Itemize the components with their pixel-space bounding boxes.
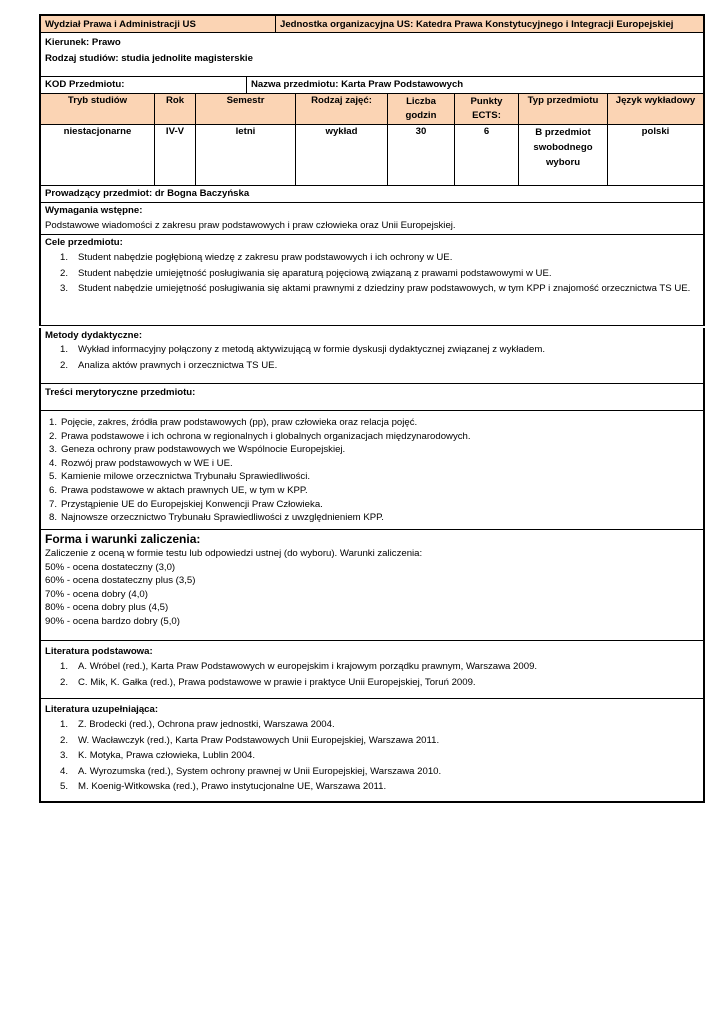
methods-section [39,328,705,384]
list-item: 2. Analiza aktów prawnych i orzecznictwa TS UE. [59,359,278,371]
table-value-row [39,125,705,186]
value-subject-type: B przedmiot swobodnego wyboru [519,125,608,185]
list-item: 1. A. Wróbel (red.), Karta Praw Podstawowych w europejskim i krajowym porządku prawnym, Warszawa 2009. [59,661,538,672]
list-item: 2. W. Wacławczyk (red.), Karta Praw Podstawowych Unii Europejskiej, Warszawa 2011. [59,734,440,746]
list-item: 1. Z. Brodecki (red.), Ochrona praw jednostki, Warszawa 2004. [59,719,335,730]
value-semester: letni [196,125,296,185]
col-header-year: Rok [155,94,196,124]
list-item: 5. M. Koenig-Witkowska (red.), Prawo instytucjonalne UE, Warszawa 2011. [59,781,387,792]
lecturer-text: Prowadzący przedmiot: dr Bogna Baczyńska [45,188,250,199]
program-section [39,33,705,77]
requirements-text: Podstawowe wiadomości z zakresu praw podstawowych i praw człowieka oraz Unii Europejskiej. [45,220,456,231]
list-item: 1. Pojęcie, zakres, źródła praw podstawowych (pp), praw człowieka oraz relacja pojęć. [48,417,418,428]
grading-title: Forma i warunki zaliczenia: [45,532,201,546]
literature-basic-section [39,641,705,699]
list-item: 3. K. Motyka, Prawa człowieka, Lublin 2004. [59,750,256,761]
goals-section [39,235,705,326]
grading-line: 80% - ocena dobry plus (4,5) [45,602,169,614]
course-name-label: Nazwa przedmiotu: Karta Praw Podstawowych [251,79,464,90]
col-header-language: Język wykładowy [615,95,696,106]
value-mode: niestacjonarne [41,125,155,185]
value-ects: 6 [455,125,519,185]
study-type-text: Rodzaj studiów: studia jednolite magisterskie [45,53,253,64]
list-item: 1. Student nabędzie pogłębioną wiedzę z zakresu praw podstawowych i ich ochrony w UE. [59,252,453,263]
requirements-title: Wymagania wstępne: [45,205,143,216]
header-row [39,14,705,33]
unit-cell: Jednostka organizacyjna US: Katedra Prawa Konstytucyjnego i Integracji Europejskiej [280,19,674,30]
col-header-mode: Tryb studiów [41,94,155,124]
direction-text: Kierunek: Prawo [45,37,121,48]
methods-title: Metody dydaktyczne: [45,330,143,341]
list-item: 4. A. Wyrozumska (red.), System ochrony prawnej w Unii Europejskiej, Warszawa 2010. [59,765,442,777]
syllabus-document [39,14,705,803]
content-title-section [39,384,705,411]
table-header-row [39,94,705,125]
lecturer-section [39,186,705,203]
list-item: 4. Rozwój praw podstawowych w WE i UE. [48,457,233,469]
list-item: 6. Prawa podstawowe w aktach prawnych UE, w tym w KPP. [48,484,308,496]
value-year: IV-V [155,125,196,185]
content-section [39,411,705,530]
list-item: 2. Prawa podstawowe i ich ochrona w regionalnych i globalnych organizacjach międzynarodowych. [48,430,471,442]
col-header-class-type: Rodzaj zajęć: [296,94,388,124]
literature-extra-section [39,699,705,803]
grading-line: Zaliczenie z oceną w formie testu lub odpowiedzi ustnej (do wyboru). Warunki zaliczenia: [45,548,423,559]
list-item: 2. C. Mik, K. Gałka (red.), Prawa podstawowe w prawie i praktyce Unii Europejskiej, Toruń 2009. [59,676,476,688]
list-item: 3. Geneza ochrony praw podstawowych we Wspólnocie Europejskiej. [48,444,346,456]
literature-basic-title: Literatura podstawowa: [45,646,153,657]
course-row [39,77,705,94]
value-language: polski [641,126,670,137]
grading-line: 70% - ocena dobry (4,0) [45,588,148,600]
grading-line: 90% - ocena bardzo dobry (5,0) [45,615,180,627]
literature-extra-list [45,717,699,795]
grading-line: 50% - ocena dostateczny (3,0) [45,561,176,573]
list-item: 3. Student nabędzie umiejętność posługiwania się aktami prawnymi z dziedziny praw podstawowych, w tym KPP i znajomość orzecznictwa TS UE. [59,283,691,294]
list-item: 8. Najnowsze orzecznictwo Trybunału Sprawiedliwości z uwzględnieniem KPP. [48,512,384,524]
grading-line: 60% - ocena dostateczny plus (3,5) [45,575,196,587]
list-item: 1. Wykład informacyjny połączony z metodą aktywizującą w formie dyskusji dydaktycznej związanej z wykładem. [59,344,545,355]
literature-extra-title: Literatura uzupełniająca: [45,704,159,715]
goals-list [45,250,699,297]
list-item: 7. Przystąpienie UE do Europejskiej Konwencji Praw Człowieka. [48,498,323,510]
value-class-type: wykład [296,125,388,185]
list-item: 5. Kamienie milowe orzecznictwa Trybunału Sprawiedliwości. [48,471,311,483]
course-code-label: KOD Przedmiotu: [41,77,247,93]
methods-list [45,342,699,373]
content-list [45,416,699,525]
col-header-subject-type: Typ przedmiotu [519,94,608,124]
col-header-semester: Semestr [196,94,296,124]
col-header-ects: Punkty ECTS: [455,94,519,124]
grading-section [39,530,705,641]
faculty-cell: Wydział Prawa i Administracji US [41,16,276,32]
requirements-section [39,203,705,235]
value-hours: 30 [388,125,455,185]
literature-basic-list [45,659,699,690]
goals-title: Cele przedmiotu: [45,237,123,248]
col-header-hours: Liczba godzin [388,94,455,124]
list-item: 2. Student nabędzie umiejętność posługiwania się aparaturą pojęciową związaną z prawami podstawowymi w UE. [59,267,552,279]
content-title: Treści merytoryczne przedmiotu: [45,387,196,398]
